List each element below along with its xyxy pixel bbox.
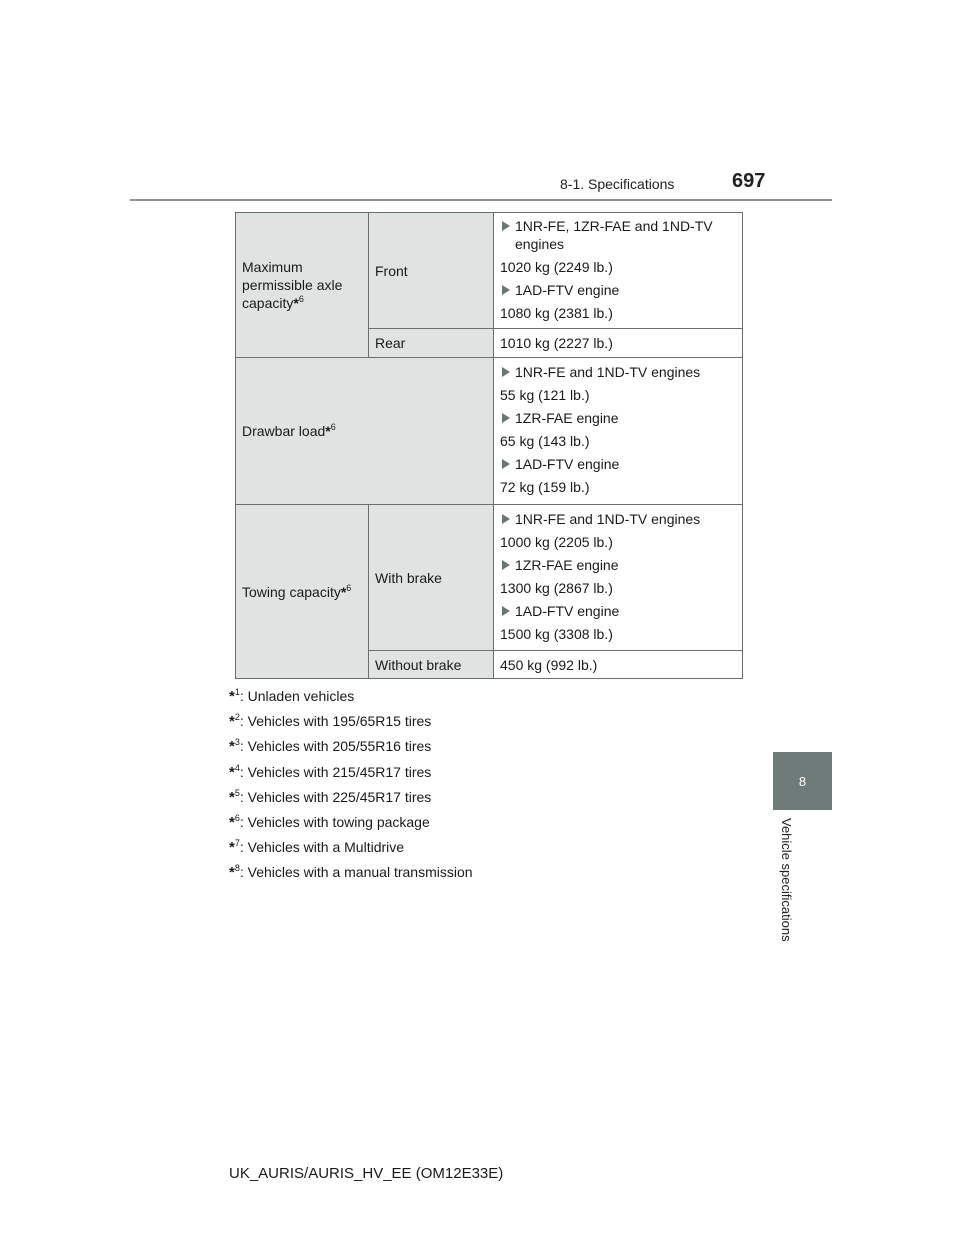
drawbar-values-cell	[494, 358, 743, 505]
footnote-number: 5	[234, 787, 240, 798]
load-value: 55 kg (121 lb.)	[500, 387, 590, 403]
footnote-text: : Unladen vehicles	[239, 688, 355, 704]
triangle-bullet-icon	[502, 606, 510, 616]
footnote-item	[229, 684, 473, 709]
list-item	[500, 363, 736, 381]
footnote-item	[229, 709, 473, 734]
footnote-number: 6	[234, 812, 240, 823]
triangle-bullet-icon	[502, 285, 510, 295]
chapter-side-label	[770, 818, 800, 958]
footnote-star: *	[325, 423, 331, 439]
table-row-towing-with-brake	[236, 505, 743, 651]
chapter-number: 8	[798, 773, 807, 789]
capacity-value: 1020 kg (2249 lb.)	[500, 258, 613, 275]
footnote-text: : Vehicles with 225/45R17 tires	[239, 788, 432, 805]
triangle-bullet-icon	[502, 367, 510, 377]
footnote-number: 1	[234, 687, 240, 697]
footnotes	[229, 684, 473, 886]
footnote-text: : Vehicles with towing package	[239, 813, 430, 830]
rear-value: 1010 kg (2227 lb.)	[500, 335, 613, 351]
axle-capacity-label-cell	[236, 213, 369, 358]
list-item	[500, 556, 736, 574]
footnote-star: *	[229, 713, 235, 731]
axle-capacity-label: Maximum permissible axle capacity	[242, 259, 343, 311]
without-brake-value-cell	[494, 651, 743, 679]
chapter-tab[interactable]	[773, 752, 832, 810]
footnote-star: *	[229, 839, 235, 857]
header-divider	[130, 199, 832, 201]
triangle-bullet-icon	[502, 413, 510, 423]
page-number: 697	[732, 170, 766, 192]
footnote-number: 8	[234, 863, 240, 874]
footnote-star: *	[229, 763, 235, 781]
list-item	[500, 217, 736, 253]
with-brake-label-cell	[369, 505, 494, 651]
engine-name: 1AD-FTV engine	[515, 281, 620, 298]
towing-label: Towing capacity	[242, 583, 341, 600]
list-item	[500, 455, 736, 473]
towing-value: 1300 kg (2867 lb.)	[500, 579, 613, 596]
triangle-bullet-icon	[502, 560, 510, 570]
engine-name: 1ZR-FAE engine	[515, 410, 619, 426]
engine-name: 1NR-FE, 1ZR-FAE and 1ND-TV engines	[515, 217, 713, 252]
footnote-text: : Vehicles with 195/65R15 tires	[239, 713, 432, 730]
footnote-text: : Vehicles with 205/55R16 tires	[239, 738, 432, 755]
towing-label-cell	[236, 505, 369, 679]
footnote-number: 2	[234, 712, 240, 723]
engine-name: 1NR-FE and 1ND-TV engines	[515, 364, 701, 380]
section-title: 8-1. Specifications	[560, 176, 675, 192]
drawbar-label: Drawbar load	[242, 423, 326, 439]
footnote-star: *	[229, 813, 235, 831]
rear-label: Rear	[375, 335, 406, 351]
chapter-title: Vehicle specifications	[779, 818, 794, 942]
rear-label-cell	[369, 329, 494, 358]
footnote-text: : Vehicles with 215/45R17 tires	[239, 763, 432, 780]
footnote-star: *	[229, 688, 235, 705]
triangle-bullet-icon	[502, 514, 510, 524]
with-brake-label: With brake	[375, 569, 442, 586]
footnote-star: *	[229, 738, 235, 756]
footer-model-code: UK_AURIS/AURIS_HV_EE (OM12E33E)	[229, 1165, 504, 1182]
engine-name: 1AD-FTV engine	[515, 602, 620, 619]
footnote-star: *	[229, 788, 235, 806]
capacity-value: 1080 kg (2381 lb.)	[500, 304, 613, 321]
towing-footnote-ref: 6	[346, 582, 352, 593]
footnote-star: *	[340, 583, 347, 600]
footnote-item	[229, 860, 473, 885]
footnote-item	[229, 734, 473, 759]
list-item	[500, 409, 736, 427]
list-item	[500, 281, 736, 299]
drawbar-label-cell	[236, 358, 494, 505]
specifications-table	[235, 212, 743, 679]
triangle-bullet-icon	[502, 459, 510, 469]
footnote-star: *	[229, 864, 235, 882]
engine-name: 1AD-FTV engine	[515, 456, 620, 472]
footnote-item	[229, 785, 473, 810]
front-label: Front	[375, 262, 408, 279]
towing-value: 1500 kg (3308 lb.)	[500, 625, 613, 642]
drawbar-footnote-ref: 6	[330, 422, 336, 432]
front-label-cell	[369, 213, 494, 329]
footnote-number: 7	[234, 838, 240, 849]
load-value: 65 kg (143 lb.)	[500, 433, 590, 449]
list-item	[500, 602, 736, 620]
footnote-item	[229, 810, 473, 835]
axle-footnote-ref: 6	[298, 294, 304, 304]
without-brake-label: Without brake	[375, 656, 462, 673]
footnote-number: 3	[234, 737, 240, 748]
footnote-number: 4	[234, 762, 240, 773]
triangle-bullet-icon	[502, 221, 510, 231]
towing-value: 1000 kg (2205 lb.)	[500, 533, 613, 550]
load-value: 72 kg (159 lb.)	[500, 479, 590, 495]
front-values-cell	[494, 213, 743, 329]
footnote-text: : Vehicles with a Multidrive	[239, 839, 405, 856]
table-row-axle-front	[236, 213, 743, 329]
engine-name: 1ZR-FAE engine	[515, 556, 619, 573]
rear-value-cell	[494, 329, 743, 358]
without-brake-value: 450 kg (992 lb.)	[500, 656, 598, 673]
footnote-item	[229, 760, 473, 785]
engine-name: 1NR-FE and 1ND-TV engines	[515, 510, 701, 527]
without-brake-label-cell	[369, 651, 494, 679]
footnote-text: : Vehicles with a manual transmission	[239, 864, 473, 881]
footnote-item	[229, 835, 473, 860]
table-row-drawbar	[236, 358, 743, 505]
with-brake-values-cell	[494, 505, 743, 651]
list-item	[500, 510, 736, 528]
footnote-star: *	[293, 295, 299, 311]
